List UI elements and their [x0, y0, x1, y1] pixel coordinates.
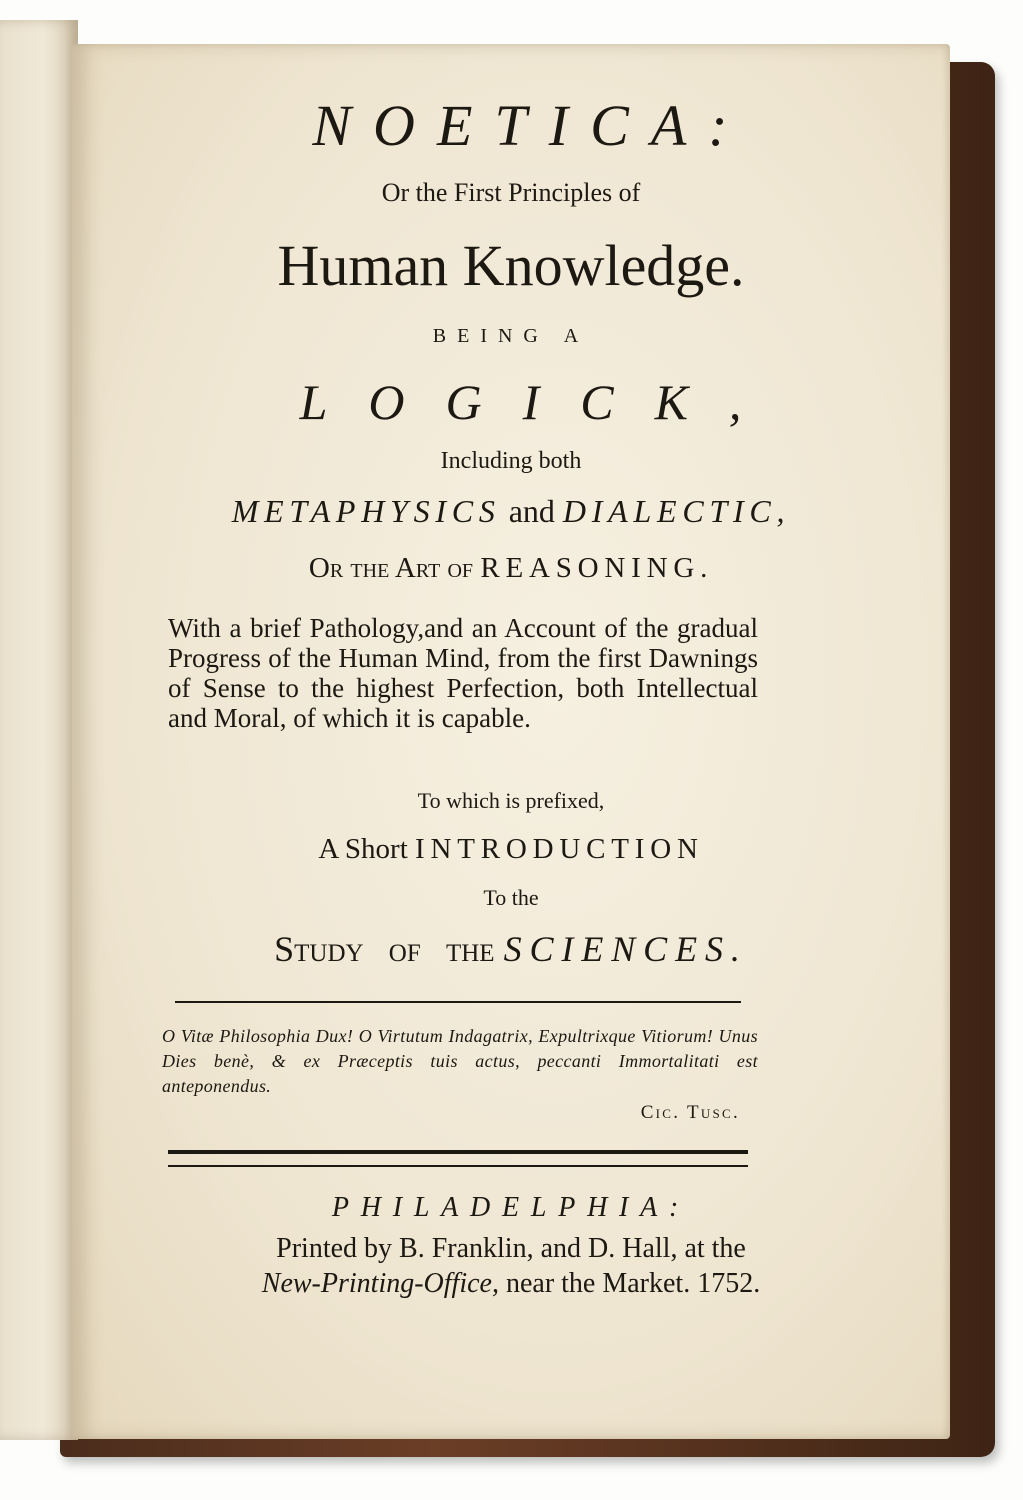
prefixed-line: To which is prefixed, — [417, 788, 605, 813]
facing-page — [0, 20, 78, 1440]
divider-thin — [168, 1165, 748, 1167]
logick-heading: LOGICK, — [299, 374, 783, 430]
main-subject: Human Knowledge. — [277, 233, 745, 298]
sciences-word: SCIENCES. — [503, 929, 748, 969]
being-a: BEING A — [432, 325, 590, 347]
imprint-office: New-Printing-Office, — [261, 1268, 499, 1299]
study-prefix: Study of the — [274, 929, 495, 969]
reasoning-word: REASONING. — [480, 552, 714, 584]
metaphysics-line — [72, 493, 950, 530]
imprint-printer: Printed by B. Franklin, and D. Hall, at the — [276, 1233, 746, 1264]
divider-thick — [168, 1150, 748, 1154]
introduction-word: INTRODUCTION — [415, 833, 704, 865]
including-line: Including both — [440, 448, 582, 474]
metaphysics-word: METAPHYSICS — [231, 493, 501, 529]
sciences-line — [72, 928, 950, 970]
divider-upper — [175, 1001, 741, 1003]
introduction-line — [72, 833, 950, 866]
book-title: NOETICA: — [312, 93, 750, 158]
art-line — [72, 552, 950, 585]
and-word: and — [508, 493, 555, 529]
subtitle-text: Or the First Principles of — [381, 178, 641, 207]
short-prefix: A Short — [318, 833, 408, 865]
subtitle-line — [72, 178, 950, 208]
epigraph: O Vitæ Philosophia Dux! O Virtutum Indagatrix, Expultrixque Vitiorum! Unus Dies benè, & ex Præceptis tuis actus, peccanti Immortalitati est anteponendus. — [162, 1026, 758, 1096]
imprint-place: PHILADELPHIA: — [331, 1192, 691, 1223]
epigraph-source: Cic. Tusc. — [640, 1102, 740, 1123]
art-prefix: Or the Art of — [308, 552, 474, 584]
description-paragraph: With a brief Pathology,and an Account of the gradual Progress of the Human Mind, from the first Dawnings of Sense to the highest Perfection, both Intellectual and Moral, of which it is capable. — [168, 613, 758, 733]
imprint-date: near the Market. 1752. — [505, 1268, 761, 1299]
imprint-address — [72, 1268, 950, 1300]
to-the-line: To the — [483, 885, 539, 910]
dialectic-word: DIALECTIC, — [562, 493, 791, 529]
